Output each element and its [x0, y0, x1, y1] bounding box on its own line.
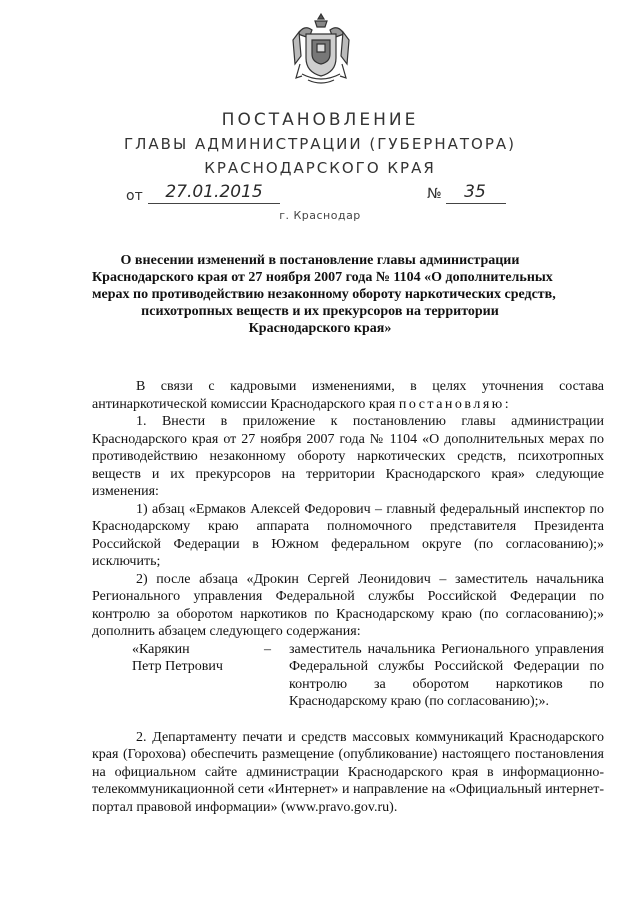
title-line: О внесении изменений в постановление главы администрации [120, 253, 520, 268]
item-2-paragraph: 2. Департаменту печати и средств массовых коммуникаций Краснодарского края (Горохова) обеспечить размещение (опубликование) настоящего постановления на официальном сайте администрации Краснодарского края в информационно-телекоммуникационной сети «Интернет» и направление на «Официальный интернет-портал правовой информации» (www.pravo.gov.ru). [92, 729, 604, 815]
member-dash: – [264, 641, 271, 657]
handwritten-date: 27.01.2015 [165, 182, 263, 202]
item-1-paragraph: 1. Внести в приложение к постановлению главы администрации Краснодарского края от 27 ноября 2007 года № 1104 «О дополнительных мерах по противодействию незаконному обороту наркотических средств, психотропных веществ и их прекурсоров на территории Краснодарского края» следующие изменения: [92, 414, 604, 499]
handwritten-number: 35 [464, 182, 486, 202]
intro-text: В связи с кадровыми изменениями, в целях уточнения состава антинаркотической комиссии Краснодарского края [92, 379, 604, 412]
region-heading: КРАСНОДАРСКОГО КРАЯ [204, 159, 436, 177]
decree-word: постановляю: [398, 396, 512, 412]
issuer-heading: ГЛАВЫ АДМИНИСТРАЦИИ (ГУБЕРНАТОРА) [123, 135, 517, 153]
date-underline [148, 203, 280, 204]
member-name [132, 641, 242, 676]
member-given-names: Петр Петрович [132, 659, 223, 674]
document-body [92, 378, 604, 816]
new-member-entry [92, 641, 604, 729]
intro-paragraph [92, 378, 604, 413]
date-number-line [0, 184, 640, 210]
document-title [92, 252, 556, 337]
number-label: № [427, 186, 442, 202]
member-description: заместитель начальника Регионального управления Федеральной службы Российской Федерации по контролю за оборотом наркотиков по Краснодарскому краю (по согласованию);». [289, 641, 604, 709]
title-line: мерах по противодействию незаконному обороту наркотических средств, [92, 287, 556, 302]
item-1-1-paragraph: 1) абзац «Ермаков Алексей Федорович – главный федеральный инспектор по Краснодарскому краю аппарата полномочного представителя Президента Российской Федерации в Южном федеральном округе (по согласованию);» исключить; [92, 501, 604, 569]
date-prefix-label: от [126, 188, 143, 204]
title-line: психотропных веществ и их прекурсоров на территории [141, 304, 499, 319]
member-surname: «Карякин [132, 641, 190, 657]
document-type-heading: ПОСТАНОВЛЕНИЕ [221, 110, 419, 130]
coat-of-arms-icon [290, 12, 352, 90]
city-label: г. Краснодар [279, 209, 361, 222]
title-line: Краснодарского края от 27 ноября 2007 года № 1104 «О дополнительных [92, 270, 553, 285]
title-line: Краснодарского края» [248, 321, 392, 336]
item-1-2-paragraph: 2) после абзаца «Дрокин Сергей Леонидович – заместитель начальника Регионального управления Федеральной службы Российской Федерации по контролю за оборотом наркотиков по Краснодарскому краю (по согласованию);» дополнить абзацем следующего содержания: [92, 571, 604, 639]
number-underline [446, 203, 506, 204]
